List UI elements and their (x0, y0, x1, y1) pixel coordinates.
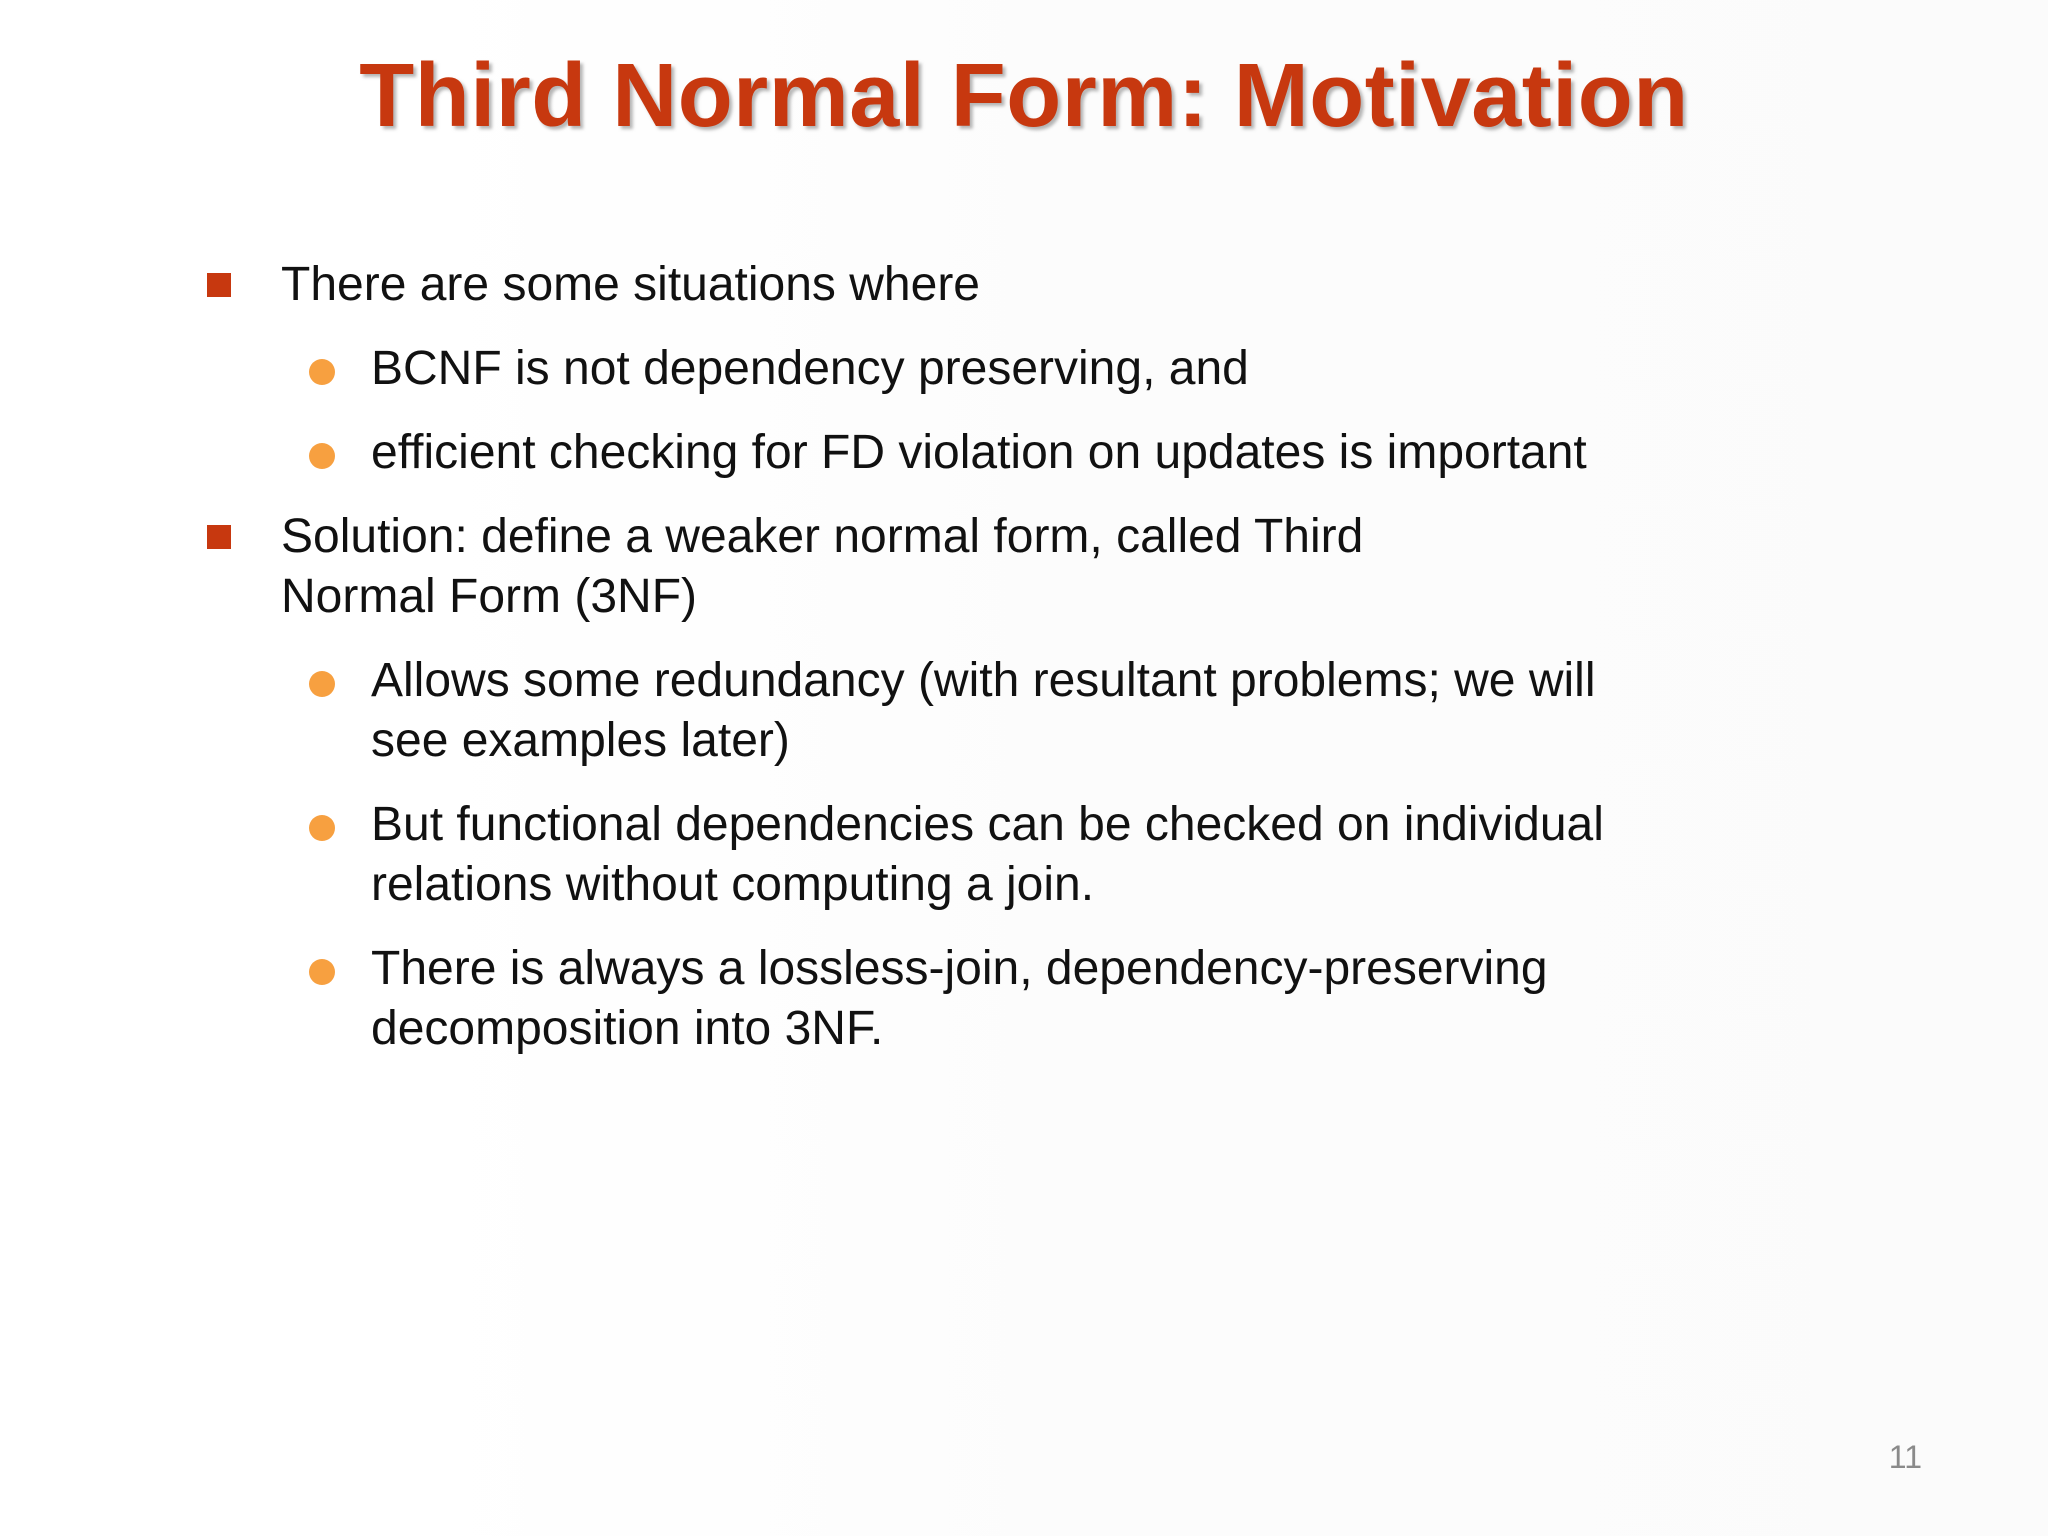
dot-bullet-icon (309, 359, 335, 385)
slide-title: Third Normal Form: Motivation (359, 46, 1689, 146)
bullet-item (205, 507, 1765, 627)
sub-bullet-text-line: But functional dependencies can be checked on individual (371, 798, 1604, 851)
square-bullet-icon (207, 525, 231, 549)
sub-bullet-text-line: relations without computing a join. (371, 858, 1095, 911)
sub-bullet-text-line: see examples later) (371, 714, 790, 767)
sub-bullet-item (205, 651, 1765, 771)
sub-bullet-item (205, 339, 1765, 399)
bullet-text-line: Normal Form (3NF) (281, 570, 697, 623)
bullet-list (205, 255, 1765, 1083)
bullet-text-line: Solution: define a weaker normal form, called Third (281, 510, 1364, 563)
sub-bullet-text-line: There is always a lossless-join, dependency-preserving (371, 942, 1548, 995)
sub-bullet-text-line: Allows some redundancy (with resultant problems; we will (371, 654, 1596, 707)
square-bullet-icon (207, 273, 231, 297)
bullet-item (205, 255, 1765, 315)
bullet-text: There are some situations where (281, 258, 980, 311)
sub-bullet-item (205, 939, 1765, 1059)
sub-bullet-item (205, 795, 1765, 915)
dot-bullet-icon (309, 671, 335, 697)
sub-bullet-text-line: decomposition into 3NF. (371, 1002, 884, 1055)
dot-bullet-icon (309, 815, 335, 841)
page-number: 11 (1888, 1439, 1922, 1475)
dot-bullet-icon (309, 959, 335, 985)
sub-bullet-text: BCNF is not dependency preserving, and (371, 342, 1249, 395)
dot-bullet-icon (309, 443, 335, 469)
sub-bullet-text: efficient checking for FD violation on updates is important (371, 426, 1587, 479)
sub-bullet-item (205, 423, 1765, 483)
